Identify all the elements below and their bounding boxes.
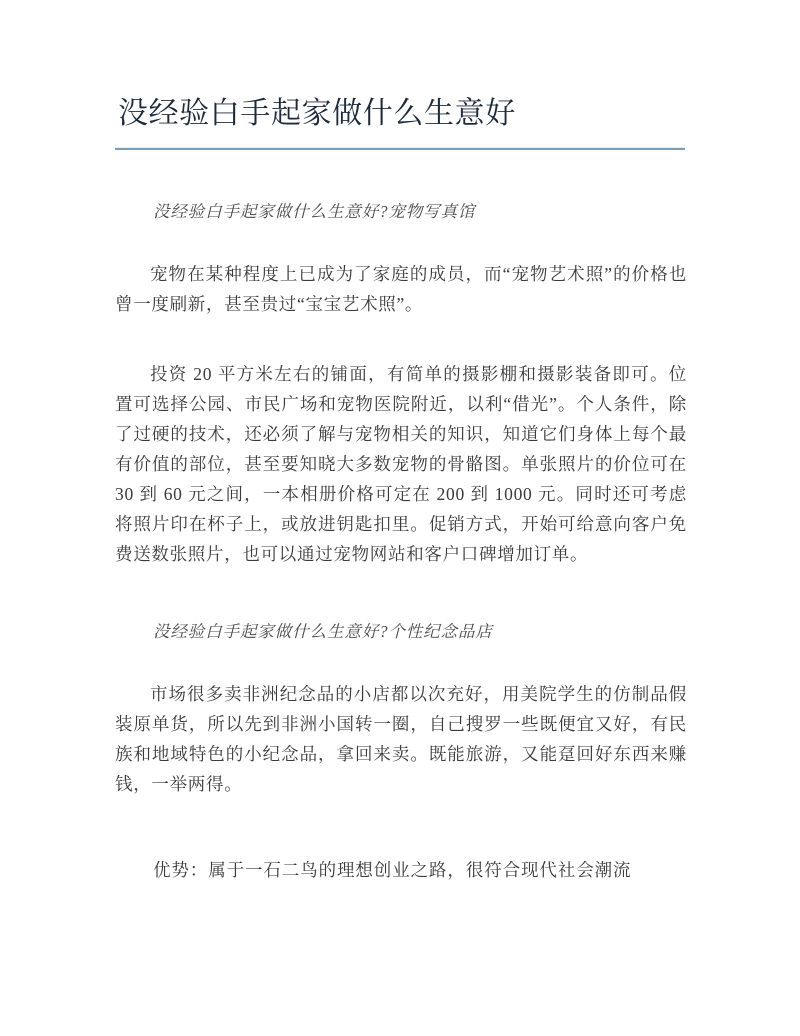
spacer xyxy=(115,148,687,197)
advantage-line: 优势：属于一石二鸟的理想创业之路，很符合现代社会潮流 xyxy=(153,860,632,880)
spacer xyxy=(115,799,687,855)
spacer xyxy=(115,647,687,679)
spacer xyxy=(115,319,687,359)
section-heading-2: 没经验白手起家做什么生意好?个性纪念品店 xyxy=(153,622,493,641)
spacer xyxy=(115,569,687,617)
section-souvenir-shop xyxy=(115,617,687,885)
page-title: 没经验白手起家做什么生意好 xyxy=(118,97,516,130)
document-content xyxy=(115,0,687,885)
section-pet-photo-studio xyxy=(115,197,687,569)
section-heading-1: 没经验白手起家做什么生意好?宠物写真馆 xyxy=(153,202,476,221)
spacer xyxy=(115,227,687,259)
paragraph-1-2: 投资 20 平方米左右的铺面，有简单的摄影棚和摄影装备即可。位置可选择公园、市民广场和宠物医院附近，以利“借光”。个人条件，除了过硬的技术，还必须了解与宠物相关的知识，知道它们身体上每个最有价值的部位，甚至要知晓大多数宠物的骨骼图。单张照片的价位可在 30 到 60 元之间，一本相册价格可定在 200 到 1000 元。同时还可考虑将照片印在杯子上，或放进钥匙扣里。促销方式，开始可给意向客户免费送数张照片，也可以通过宠物网站和客户口碑增加订单。 xyxy=(115,364,687,564)
paragraph-1-1: 宠物在某种程度上已成为了家庭的成员，而“宠物艺术照”的价格也曾一度刷新，甚至贵过“宝宝艺术照”。 xyxy=(115,264,687,314)
paragraph-2-1: 市场很多卖非洲纪念品的小店都以次充好，用美院学生的仿制品假装原单货，所以先到非洲小国转一圈，自己搜罗一些既便宜又好，有民族和地域特色的小纪念品，拿回来卖。既能旅游，又能趸回好东西来赚钱，一举两得。 xyxy=(115,684,687,794)
